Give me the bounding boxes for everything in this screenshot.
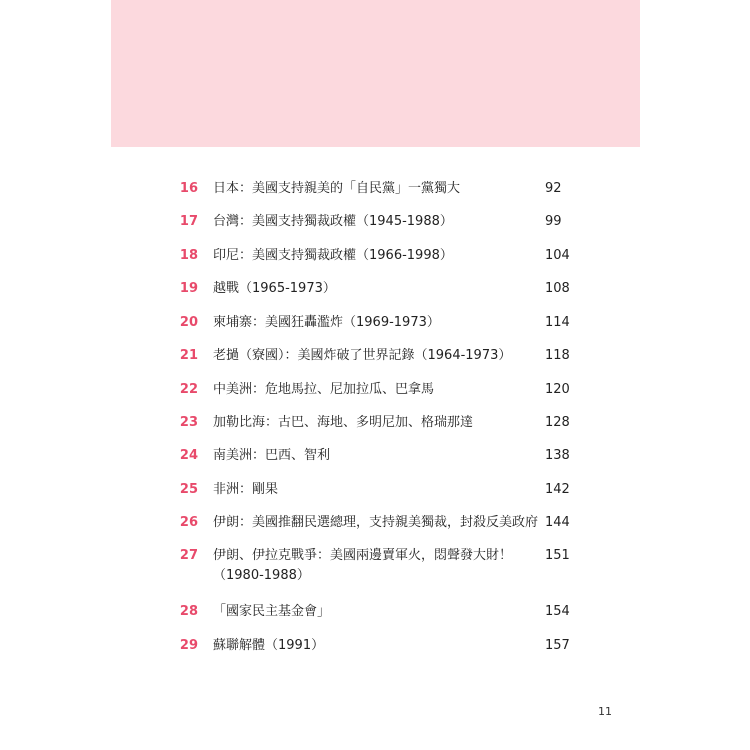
chapter-title: 中美洲：危地馬拉、尼加拉瓜、巴拿馬 [213,382,435,397]
chapter-title: 加勒比海：古巴、海地、多明尼加、格瑞那達 [213,415,474,430]
chapter-title: 伊朗、伊拉克戰爭：美國兩邊賣軍火，悶聲發大財！ [213,548,513,563]
chapter-number: 26 [179,515,198,530]
chapter-title: 非洲：剛果 [213,482,279,497]
chapter-number: 25 [179,482,198,497]
chapter-title: 伊朗：美國推翻民選總理，支持親美獨裁，封殺反美政府 [213,515,539,530]
chapter-title: 「國家民主基金會」 [213,604,331,619]
chapter-number: 16 [179,181,198,196]
chapter-title: 越戰（1965-1973） [213,281,336,296]
chapter-page: 138 [545,448,570,463]
chapter-page: 108 [545,281,570,296]
chapter-page: 157 [545,638,570,653]
chapter-title: 印尼：美國支持獨裁政權（1966-1998） [213,248,453,263]
chapter-number: 18 [179,248,198,263]
chapter-page: 114 [545,315,570,330]
chapter-title: 南美洲：巴西、智利 [213,448,331,463]
chapter-number: 23 [179,415,198,430]
chapter-page: 120 [545,382,570,397]
chapter-title: 日本：美國支持親美的「自民黨」一黨獨大 [213,181,461,196]
chapter-page: 142 [545,482,570,497]
chapter-number: 24 [179,448,198,463]
chapter-page: 144 [545,515,570,530]
chapter-page: 151 [545,548,570,563]
chapter-number: 21 [179,348,198,363]
chapter-number: 28 [179,604,198,619]
chapter-page: 99 [545,214,562,229]
chapter-number: 19 [179,281,198,296]
chapter-title-continued: （1980-1988） [213,568,310,583]
chapter-number: 17 [179,214,198,229]
chapter-page: 128 [545,415,570,430]
chapter-number: 20 [179,315,198,330]
chapter-page: 104 [545,248,570,263]
chapter-title: 台灣：美國支持獨裁政權（1945-1988） [213,214,453,229]
chapter-page: 92 [545,181,562,196]
chapter-title: 老撾（寮國）：美國炸破了世界記錄（1964-1973） [213,348,512,363]
chapter-page: 154 [545,604,570,619]
chapter-title: 柬埔寨：美國狂轟濫炸（1969-1973） [213,315,440,330]
chapter-number: 22 [179,382,198,397]
chapter-number: 29 [179,638,198,653]
page-number: 11 [598,705,612,718]
chapter-page: 118 [545,348,570,363]
chapter-number: 27 [179,548,198,563]
chapter-title: 蘇聯解體（1991） [213,638,325,653]
